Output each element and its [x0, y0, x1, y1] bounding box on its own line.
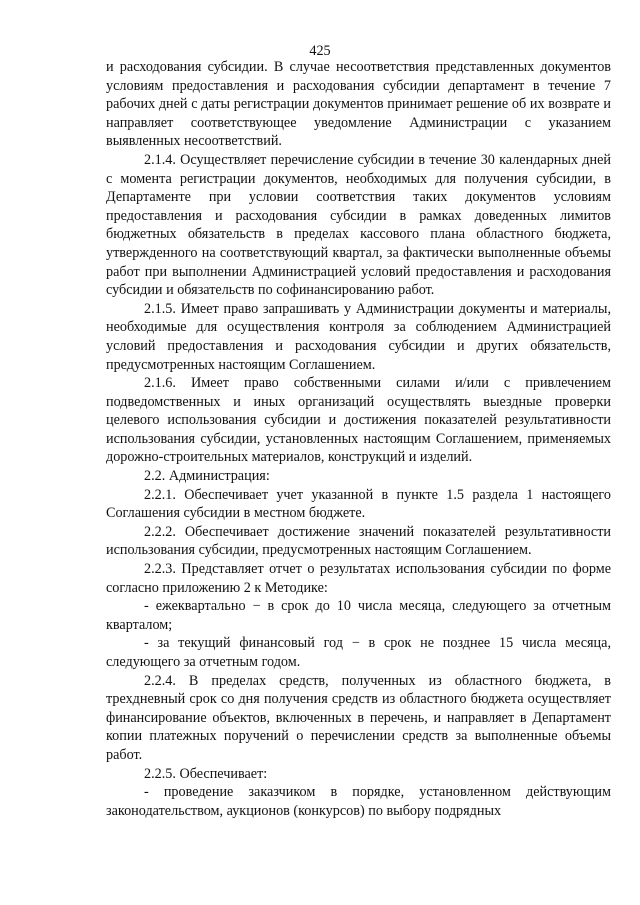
paragraph: 2.2.1. Обеспечивает учет указанной в пункте 1.5 раздела 1 настоящего Соглашения субсидии в местном бюджете.	[106, 486, 611, 522]
paragraph: 2.2.5. Обеспечивает:	[144, 765, 268, 782]
section-heading: 2.2. Администрация:	[144, 468, 270, 485]
document-body	[106, 58, 611, 820]
page-number: 425	[309, 43, 331, 59]
paragraph: 2.2.4. В пределах средств, полученных из областного бюджета, в трехдневный срок со дня получения средств из областного бюджета осуществляет финансирование объектов, включенных в перечень, и направляет в Департамент копии платежных поручений о перечислении средств за выполненные объемы работ.	[106, 672, 611, 763]
paragraph: 2.1.5. Имеет право запрашивать у Администрации документы и материалы, необходимые для осуществления контроля за соблюдением Администрацией условий предоставления и расходования субсидии и других обязательств, предусмотренных настоящим Соглашением.	[106, 300, 611, 373]
paragraph: 2.2.3. Представляет отчет о результатах использования субсидии по форме согласно приложению 2 к Методике:	[106, 561, 611, 596]
list-item: - проведение заказчиком в порядке, установленном действующим законодательством, аукционов (конкурсов) по выбору подрядных	[106, 784, 611, 819]
list-item: - за текущий финансовый год − в срок не позднее 15 числа месяца, следующего за отчетным годом.	[106, 635, 611, 670]
paragraph: и расходования субсидии. В случае несоответствия представленных документов условиям предоставления и расходования субсидии департамент в течение 7 рабочих дней с даты регистрации документов принимает решение об их возврате и направляет соответствующее уведомление Администрации с указанием выявленных несоответствий.	[106, 59, 611, 150]
list-item: - ежеквартально − в срок до 10 числа месяца, следующего за отчетным кварталом;	[106, 598, 611, 633]
paragraph: 2.1.6. Имеет право собственными силами и/или с привлечением подведомственных и иных организаций осуществлять выездные проверки целевого использования субсидии и достижения показателей результативности использования субсидии, установленных настоящим Соглашением, применяемых дорожно-строительных материалов, конструкций и изделий.	[106, 375, 611, 466]
paragraph: 2.1.4. Осуществляет перечисление субсидии в течение 30 календарных дней с момента регистрации документов, необходимых для получения субсидии, в Департаменте при условии соответствия таких документов условиям предоставления и расходования субсидии в рамках доведенных лимитов бюджетных обязательств в пределах кассового плана областного бюджета, утвержденного на соответствующий квартал, за фактически выполненные объемы работ при выполнении Администрацией условий предоставления и расходования субсидии и обязательств по софинансированию работ.	[106, 151, 611, 299]
paragraph: 2.2.2. Обеспечивает достижение значений показателей результативности использования субсидии, предусмотренных настоящим Соглашением.	[106, 523, 611, 559]
